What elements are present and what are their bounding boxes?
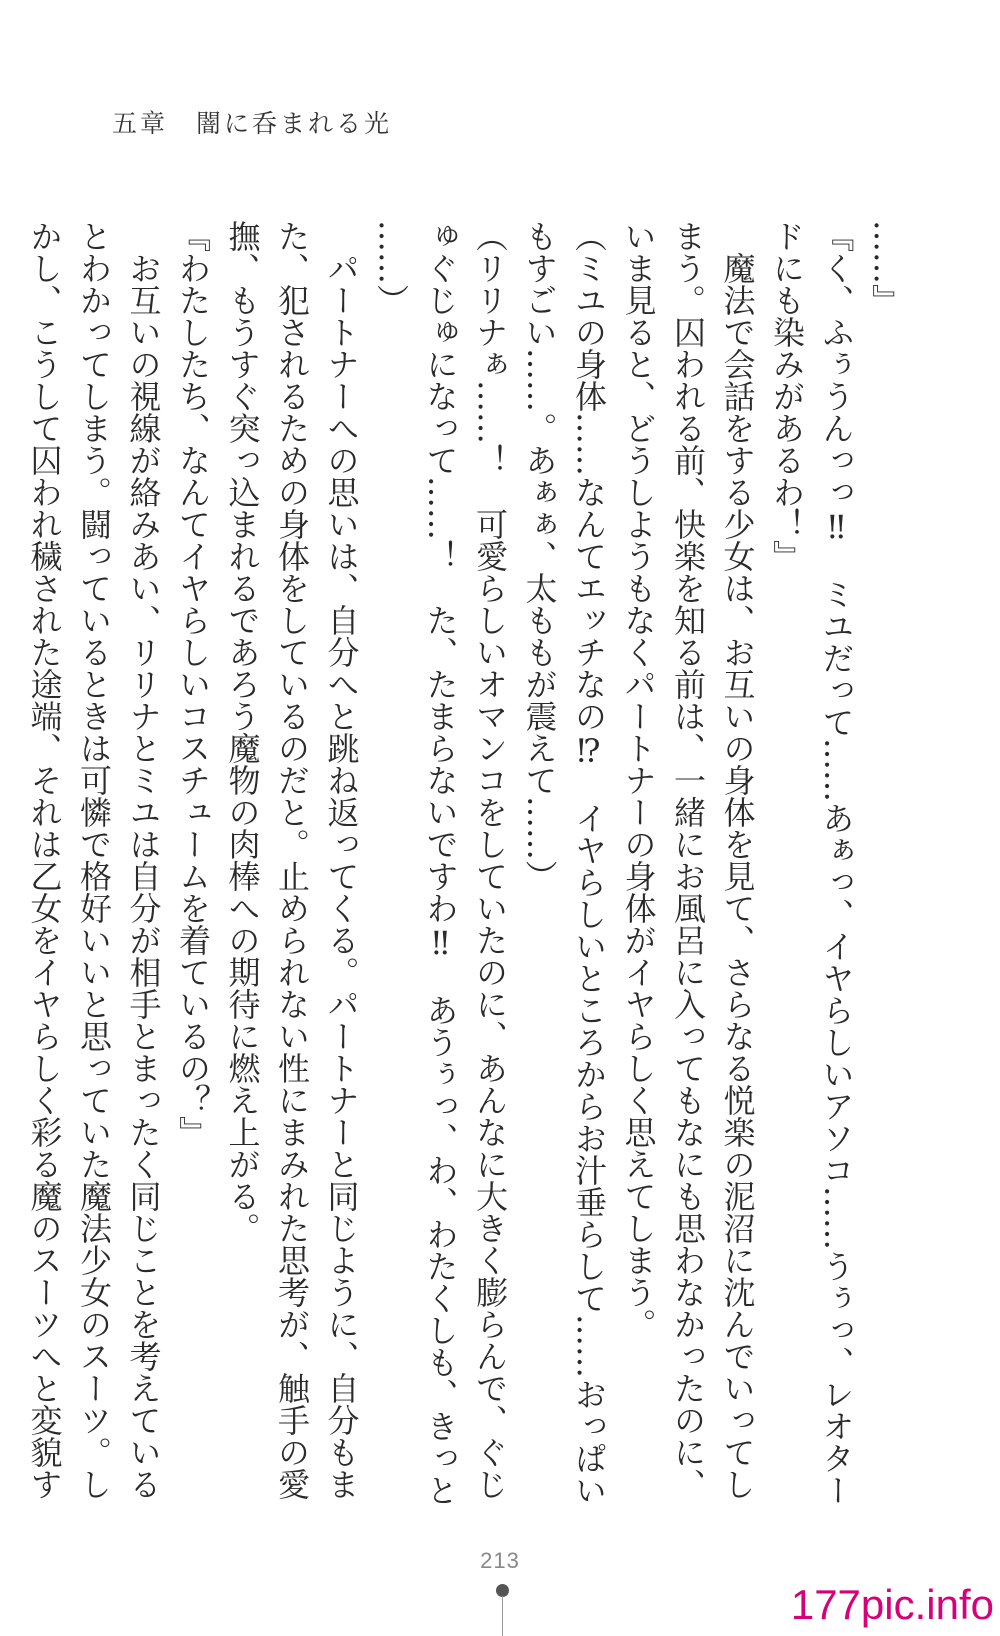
text-line: （リリナぁ……！ 可愛らしいオマンコをしていたのに、あんなに大きく膨らんで、ぐじ [471, 220, 509, 1500]
watermark: 177pic.info [790, 1581, 994, 1628]
text-line: とわかってしまう。闘っているときは可憐で格好いいと思っていた魔法少女のスーツ。し [75, 220, 113, 1500]
text-line: た、犯されるための身体をしているのだと。止められない性にまみれた思考が、触手の愛 [273, 220, 311, 1500]
text-line: 魔法で会話をする少女は、お互いの身体を見て、さらなる悦楽の泥沼に沈んでいってし [718, 220, 757, 1500]
text-line: かし、こうして囚われ穢された途端、それは乙女をイヤらしく彩る魔のスーツへと変貌す [25, 220, 64, 1500]
folio-rule-ornament [502, 1596, 503, 1636]
text-line: ゅぐじゅになって……！ た、たまらないですわ‼ あうぅっ、わ、わたくしも、きっと [421, 220, 460, 1506]
text-line: ……』 [867, 220, 905, 316]
text-line: 『わたしたち、なんてイヤらしいコスチュームを着ているの？』 [174, 220, 212, 1148]
text-line: もすごい……。あぁぁ、太ももが震えて……） [520, 220, 559, 892]
running-head: 五章 闇に呑まれる光 [112, 109, 393, 138]
text-line: ……） [372, 220, 410, 316]
text-line: 撫、もうすぐ突っ込まれるであろう魔物の肉棒への期待に燃え上がる。 [223, 220, 262, 1244]
text-line: 『く、ふぅうんっっ‼ ミユだって……あぁっ、イヤらしいアソコ……うぅっ、レオター [817, 220, 856, 1506]
body-text [25, 220, 910, 1506]
text-line: ドにも染みがあるわ！』 [768, 220, 806, 572]
text-line: （ミユの身体……なんてエッチなの⁉ イヤらしいところからお汁垂らして……おっぱい [570, 220, 608, 1506]
page-number: 213 [480, 1548, 520, 1573]
text-line: まう。囚われる前、快楽を知る前は、一緒にお風呂に入ってもなにも思わなかったのに、 [669, 220, 707, 1500]
text-line: いま見ると、どうしようもなくパートナーの身体がイヤらしく思えてしまう。 [619, 220, 658, 1340]
text-line: お互いの視線が絡みあい、リリナとミユは自分が相手とまったく同じことを考えている [124, 220, 163, 1500]
text-line: パートナーへの思いは、自分へと跳ね返ってくる。パートナーと同じように、自分もま [322, 220, 361, 1500]
